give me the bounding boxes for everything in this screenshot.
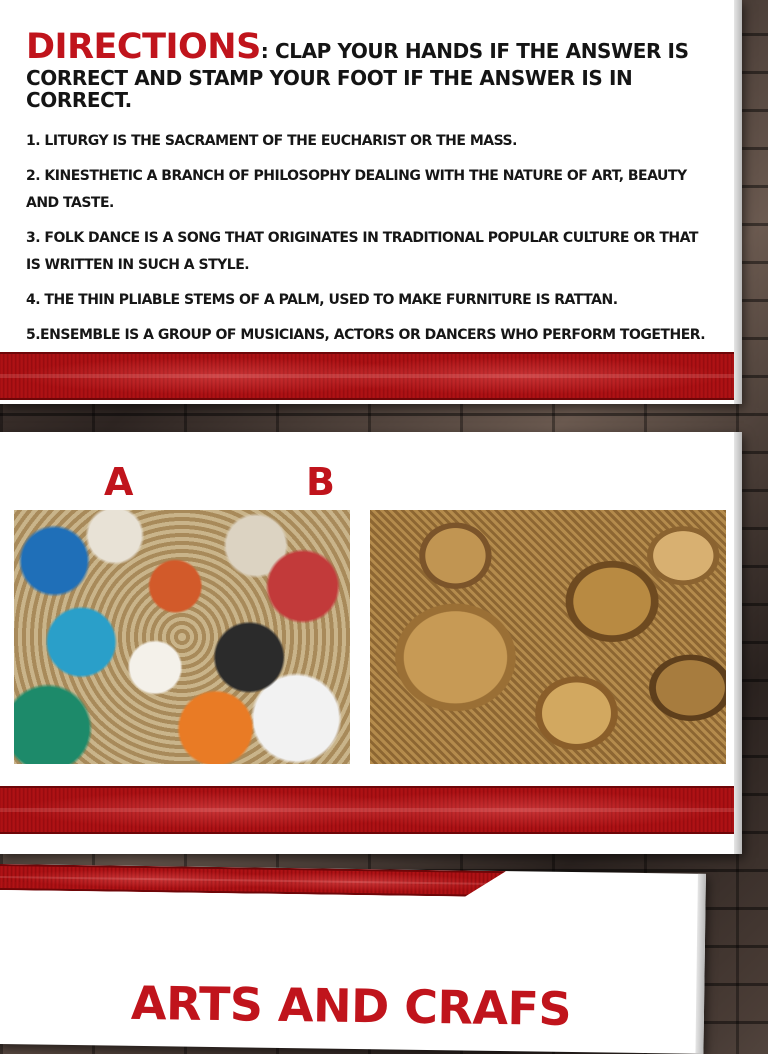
directions-text: : CLAP YOUR HANDS IF THE ANSWER IS CORRECT AND STAMP YOUR FOOT IF THE ANSWER IS IN CORRECT. — [26, 39, 689, 112]
question-item: 4. THE THIN PLIABLE STEMS OF A PALM, USED TO MAKE FURNITURE IS RATTAN. — [26, 292, 618, 308]
question-item: 1. LITURGY IS THE SACRAMENT OF THE EUCHARIST OR THE MASS. — [26, 133, 517, 149]
decorative-band — [0, 786, 742, 834]
decorative-band — [0, 864, 506, 897]
question-item: 2. KINESTHETIC A BRANCH OF PHILOSOPHY DEALING WITH THE NATURE OF ART, BEAUTY AND TASTE. — [26, 168, 687, 211]
label-b: B — [306, 460, 335, 504]
directions-heading — [26, 28, 726, 111]
question-item: 3. FOLK DANCE IS A SONG THAT ORIGINATES IN TRADITIONAL POPULAR CULTURE OR THAT IS WRITTEN IN SUCH A STYLE. — [26, 230, 698, 273]
decorative-band — [0, 352, 742, 400]
slide-directions — [0, 0, 742, 404]
slide-baskets — [0, 432, 742, 854]
slide-title: ARTS AND CRAFS — [130, 975, 572, 1036]
question-item: 5.ENSEMBLE IS A GROUP OF MUSICIANS, ACTORS OR DANCERS WHO PERFORM TOGETHER. — [26, 327, 706, 343]
slide-arts-and-crafts — [0, 864, 706, 1054]
label-a: A — [104, 460, 134, 504]
natural-woven-baskets-image — [370, 510, 726, 764]
colorful-woven-baskets-image — [14, 510, 350, 764]
directions-word: DIRECTIONS — [26, 27, 261, 67]
question-list — [26, 128, 716, 357]
